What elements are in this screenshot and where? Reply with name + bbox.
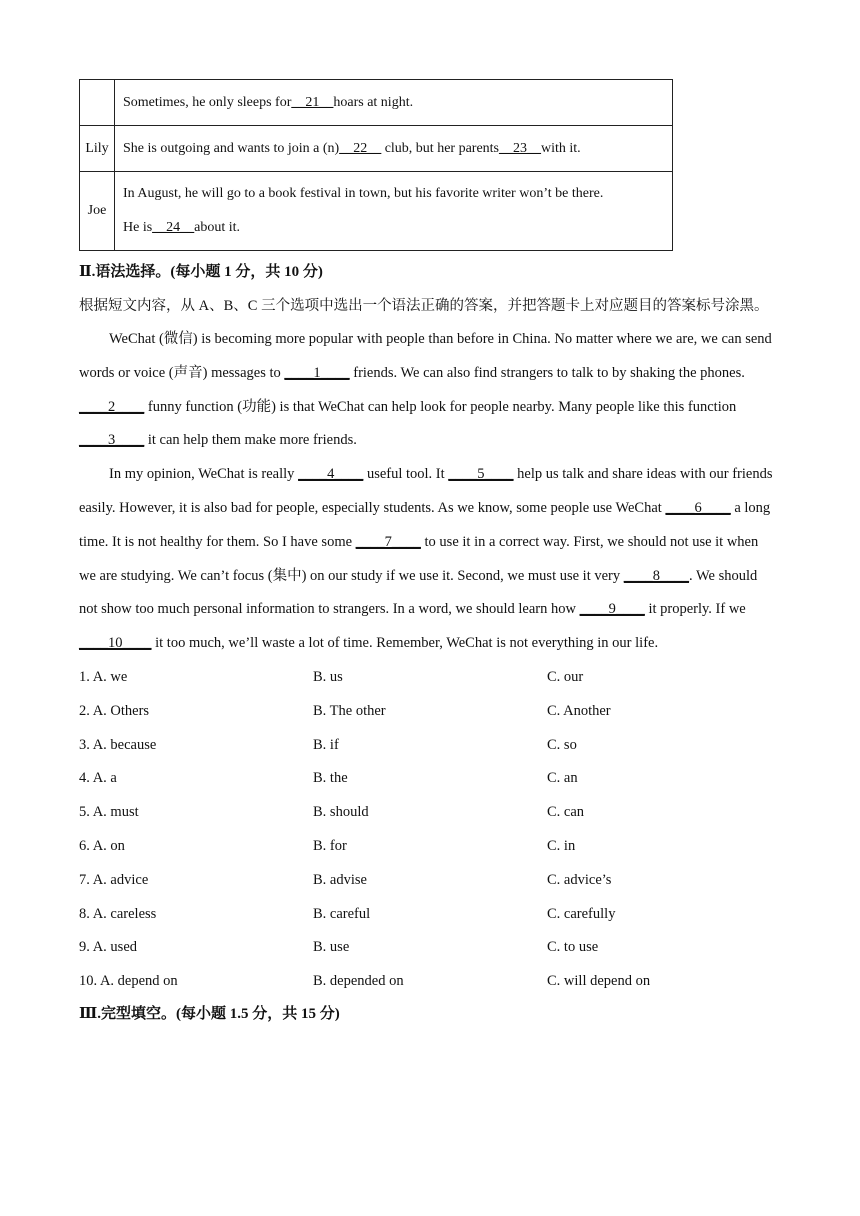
option-b: B. advise [313, 871, 367, 888]
table-name-cell: Lily [80, 126, 115, 172]
passage [79, 323, 774, 661]
cell-text: with it. [541, 140, 581, 156]
option-c: C. our [547, 668, 584, 685]
table-name-cell: Joe [80, 172, 115, 251]
blank-23: __23__ [499, 140, 541, 156]
passage-text: it too much, we’ll waste a lot of time. Remember, WeChat is not everything in our life. [151, 635, 659, 652]
option-b: B. careful [313, 905, 371, 922]
option-b: B. for [313, 837, 347, 854]
option-a: 5. A. must [79, 804, 139, 821]
blank-21: __21__ [291, 94, 334, 110]
cell-text: Sometimes, he only sleeps for [123, 94, 292, 110]
cell-text: In August, he will go to a book festival in town, but his favorite writer won’t be there. [123, 186, 604, 201]
option-row [79, 695, 774, 729]
option-row [79, 796, 774, 830]
option-c: C. to use [547, 939, 599, 956]
option-b: B. if [313, 736, 339, 753]
option-b: B. us [313, 668, 343, 685]
document-page [79, 79, 774, 1025]
passage-text: to use it in a correct way. First, we should not use it when we are studying. We can’t focus (集中) on our study if we use it. Second, we must use it very [79, 533, 759, 584]
blank-4: ____4____ [298, 466, 364, 483]
blank-10: ____10____ [79, 635, 152, 652]
option-a: 2. A. Others [79, 702, 150, 719]
cell-text: about it. [194, 220, 241, 235]
table-row [80, 80, 673, 126]
blank-24: __24__ [152, 220, 195, 235]
option-row [79, 965, 774, 999]
blank-22: __22__ [339, 140, 382, 156]
passage-text: a long time. It is not healthy for them. So I have some [79, 499, 771, 550]
option-row [79, 830, 774, 864]
blank-5: ____5____ [448, 466, 514, 483]
option-row [79, 864, 774, 898]
passage-paragraph-2 [79, 458, 774, 661]
option-c: C. Another [547, 702, 611, 719]
cell-text: He is [123, 220, 153, 235]
option-b: B. The other [313, 702, 386, 719]
cell-text: hoars at night. [333, 94, 414, 110]
passage-text: friends. We can also find strangers to talk to by shaking the phones. [349, 364, 745, 381]
option-a: 10. A. depend on [79, 973, 178, 990]
blank-1: ____1____ [284, 364, 350, 381]
section-2-title: Ⅱ.语法选择。(每小题 1 分，共 10 分) [79, 264, 323, 280]
passage-text: . We should not show too much personal information to strangers. In a word, we should learn how [79, 567, 758, 618]
cell-text: club, but her parents [381, 140, 499, 156]
passage-paragraph-1 [79, 323, 774, 458]
option-row [79, 762, 774, 796]
blank-2: ____2____ [79, 398, 145, 415]
option-b: B. the [313, 770, 348, 787]
table-text-cell [115, 172, 673, 251]
option-b: B. depended on [313, 973, 404, 990]
passage-text: help us talk and share ideas with our friends easily. However, it is also bad for people, especially students. As we know, some people use WeChat [79, 466, 773, 516]
answer-options [79, 661, 774, 999]
option-c: C. advice’s [547, 871, 612, 888]
cell-text: She is outgoing and wants to join a (n) [123, 140, 340, 156]
passage-text: funny function (功能) is that WeChat can help look for people nearby. Many people like this function [144, 398, 737, 415]
option-a: 6. A. on [79, 837, 125, 854]
option-row [79, 729, 774, 763]
blank-6: ____6____ [665, 499, 731, 516]
option-c: C. in [547, 837, 576, 854]
option-b: B. use [313, 939, 350, 956]
table-row [80, 172, 673, 251]
option-a: 3. A. because [79, 736, 157, 753]
passage-text: In my opinion, WeChat is really [109, 466, 299, 483]
option-row [79, 931, 774, 965]
passage-text: WeChat (微信) is becoming more popular with people than before in China. No matter where we are, we can send words or voice (声音) messages to [79, 331, 772, 381]
option-row [79, 898, 774, 932]
info-table [79, 79, 673, 251]
option-c: C. will depend on [547, 973, 651, 990]
passage-text: it can help them make more friends. [144, 432, 357, 449]
blank-3: ____3____ [79, 432, 145, 449]
option-c: C. carefully [547, 905, 616, 922]
option-a: 1. A. we [79, 668, 128, 685]
table-text-cell [115, 126, 673, 172]
passage-text: useful tool. It [363, 466, 449, 483]
cell-line [123, 177, 664, 211]
table-text-cell [115, 80, 673, 126]
table-row [80, 126, 673, 172]
section-3-title: Ⅲ.完型填空。(每小题 1.5 分，共 15 分) [79, 1005, 340, 1022]
blank-8: ____8____ [623, 567, 690, 584]
option-a: 8. A. careless [79, 905, 157, 922]
option-c: C. so [547, 736, 577, 753]
passage-text: it properly. If we [644, 601, 746, 618]
cell-line [123, 211, 664, 245]
option-c: C. can [547, 804, 585, 821]
table-name-cell [80, 80, 115, 126]
blank-7: ____7____ [355, 533, 421, 550]
option-a: 4. A. a [79, 770, 117, 787]
option-b: B. should [313, 804, 369, 821]
section-2-instruction: 根据短文内容，从 A、B、C 三个选项中选出一个语法正确的答案，并把答题卡上对应题目的答案标号涂黑。 [79, 298, 769, 314]
option-c: C. an [547, 770, 578, 787]
blank-9: ____9____ [579, 601, 645, 618]
option-a: 7. A. advice [79, 871, 149, 888]
option-row [79, 661, 774, 695]
option-a: 9. A. used [79, 939, 137, 956]
